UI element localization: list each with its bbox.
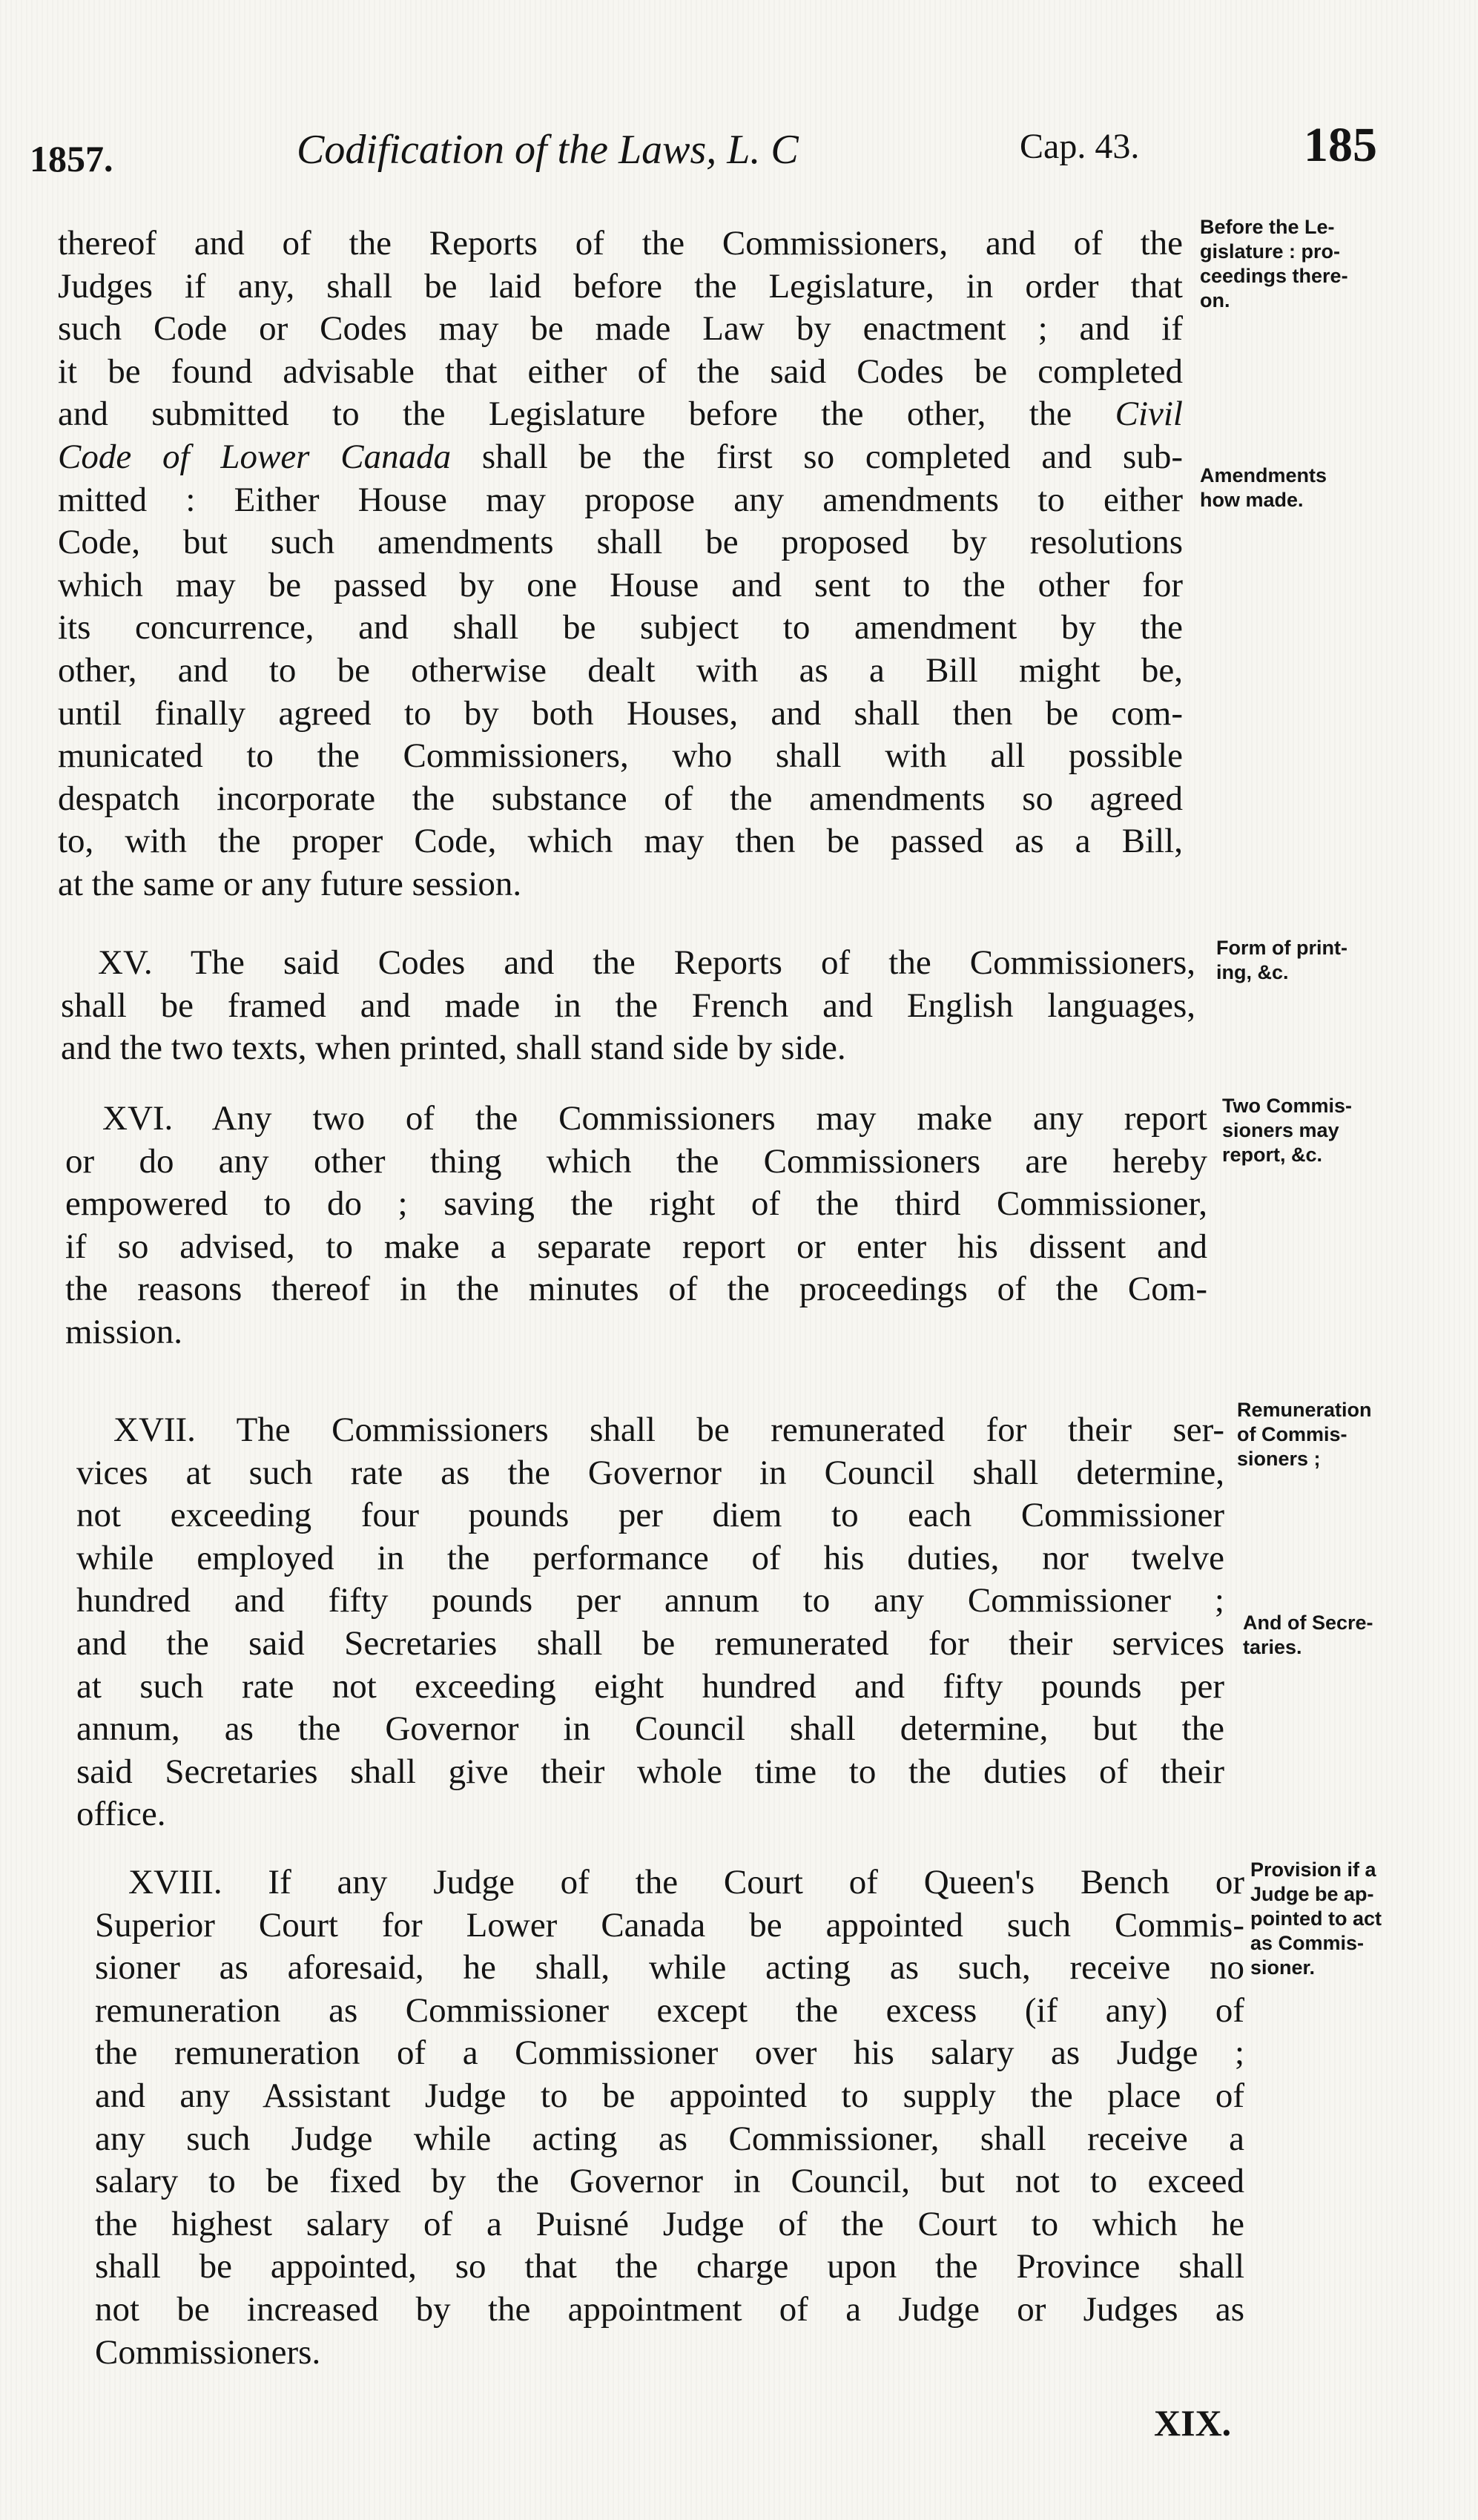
margin-note-secretaries: [1243, 1611, 1478, 1660]
italic-phrase: Code of Lower Canada: [58, 437, 452, 476]
catchword: XIX.: [1154, 2402, 1232, 2444]
margin-note-line: sioners ;: [1237, 1448, 1321, 1470]
text-line: Code of Lower Canada shall be the first so completed and sub-: [58, 437, 1183, 476]
section-numeral: XVII.: [113, 1411, 196, 1449]
page-number: 185: [1304, 118, 1377, 172]
text-line: and the two texts, when printed, shall stand side by side.: [61, 1029, 846, 1068]
text-line: at such rate not exceeding eight hundred and fifty pounds per: [76, 1666, 1224, 1706]
text-line: empowered to do ; saving the right of the third Commissioner,: [65, 1184, 1207, 1224]
text-line: [76, 1409, 1224, 1452]
intro-paragraph: [58, 222, 1183, 906]
text-line: at the same or any future session.: [58, 864, 522, 903]
text-line: [61, 942, 1195, 985]
text-line: any such Judge while acting as Commissioner, shall receive a: [95, 2119, 1244, 2158]
margin-note-line: sioners may: [1222, 1119, 1339, 1141]
section-xvi: [65, 1098, 1207, 1354]
section-text: Any two of the Commissioners may make any report: [211, 1099, 1207, 1138]
section-numeral: XVI.: [102, 1099, 174, 1138]
text-line: its concurrence, and shall be subject to amendment by the: [58, 608, 1183, 647]
margin-note-line: of Commis-: [1237, 1423, 1347, 1445]
text-line: if so advised, to make a separate report or enter his dissent and: [65, 1227, 1207, 1266]
margin-note-line: Provision if a: [1250, 1858, 1376, 1881]
text-line: Judges if any, shall be laid before the Legislature, in order that: [58, 266, 1183, 306]
margin-note-line: how made.: [1200, 489, 1304, 511]
text-line: despatch incorporate the substance of the amendments so agreed: [58, 779, 1183, 818]
text-line: municated to the Commissioners, who shall with all possible: [58, 736, 1183, 776]
text-line: and the said Secretaries shall be remunerated for their services: [76, 1623, 1224, 1663]
chapter-number: Cap. 43.: [1020, 127, 1140, 166]
text-line: Superior Court for Lower Canada be appointed such Commis-: [95, 1905, 1244, 1945]
text-line: sioner as aforesaid, he shall, while acting as such, receive no: [95, 1948, 1244, 1988]
text-line: mitted : Either House may propose any amendments to either: [58, 480, 1183, 519]
text-line: not exceeding four pounds per diem to each Commissioner: [76, 1496, 1224, 1535]
text-line: said Secretaries shall give their whole time to the duties of their: [76, 1752, 1224, 1791]
text-line: not be increased by the appointment of a Judge or Judges as: [95, 2289, 1244, 2329]
running-title: Codification of the Laws, L. C: [297, 127, 799, 173]
text-line: mission.: [65, 1312, 183, 1351]
text-line: and submitted to the Legislature before the other, the Civil: [58, 395, 1183, 434]
margin-note-legislature: [1200, 215, 1445, 313]
text-line: while employed in the performance of his duties, nor twelve: [76, 1538, 1224, 1577]
margin-note-line: pointed to act: [1250, 1907, 1382, 1930]
italic-phrase: Civil: [1115, 395, 1183, 434]
text-line: vices at such rate as the Governor in Council shall determine,: [76, 1453, 1224, 1492]
page-year: 1857.: [30, 138, 113, 179]
margin-note-two-commissioners: [1222, 1094, 1467, 1167]
section-numeral: XV.: [98, 943, 153, 982]
text-line: [95, 1861, 1244, 1904]
section-text: If any Judge of the Court of Queen's Bench or: [268, 1863, 1245, 1901]
margin-note-line: ceedings there-: [1200, 265, 1348, 287]
section-xviii: [95, 1861, 1244, 2374]
text-line: remuneration as Commissioner except the excess (if any) of: [95, 1990, 1244, 2030]
text-line: to, with the proper Code, which may then be passed as a Bill,: [58, 822, 1183, 861]
section-text: The said Codes and the Reports of the Commissioners,: [190, 943, 1195, 982]
margin-note-line: Amendments: [1200, 464, 1327, 486]
margin-note-judge-provision: [1250, 1858, 1478, 1980]
text-line: and any Assistant Judge to be appointed to supply the place of: [95, 2076, 1244, 2115]
margin-note-line: as Commis-: [1250, 1932, 1365, 1954]
text-line: such Code or Codes may be made Law by enactment ; and if: [58, 309, 1183, 349]
text-line: the remuneration of a Commissioner over his salary as Judge ;: [95, 2034, 1244, 2073]
margin-note-line: Remuneration: [1237, 1399, 1372, 1421]
text-line: shall be appointed, so that the charge upon the Province shall: [95, 2247, 1244, 2286]
margin-note-line: Judge be ap-: [1250, 1883, 1374, 1905]
margin-note-line: Before the Le-: [1200, 216, 1335, 238]
text-line: [65, 1098, 1207, 1141]
text-line: Commissioners.: [95, 2332, 321, 2372]
margin-note-line: And of Secre-: [1243, 1612, 1373, 1634]
text-line: which may be passed by one House and sent to the other for: [58, 565, 1183, 604]
text-line: hundred and fifty pounds per annum to any Commissioner ;: [76, 1581, 1224, 1620]
text-line: salary to be fixed by the Governor in Council, but not to exceed: [95, 2162, 1244, 2201]
margin-note-line: Two Commis-: [1222, 1095, 1352, 1117]
text-line: other, and to be otherwise dealt with as a Bill might be,: [58, 650, 1183, 690]
text-line: it be found advisable that either of the said Codes be completed: [58, 352, 1183, 391]
margin-note-printing: [1216, 936, 1461, 985]
text-line: until finally agreed to by both Houses, and shall then be com-: [58, 693, 1183, 733]
text-line: the highest salary of a Puisné Judge of the Court to which he: [95, 2204, 1244, 2243]
text-line: thereof and of the Reports of the Commissioners, and of the: [58, 224, 1183, 263]
text-line: shall be framed and made in the French and English languages,: [61, 986, 1195, 1025]
text-line: annum, as the Governor in Council shall determine, but the: [76, 1709, 1224, 1749]
text-line: or do any other thing which the Commissioners are hereby: [65, 1141, 1207, 1181]
section-numeral: XVIII.: [128, 1863, 222, 1901]
section-xvii: [76, 1409, 1224, 1836]
text-line: Code, but such amendments shall be proposed by resolutions: [58, 523, 1183, 562]
margin-note-line: report, &c.: [1222, 1144, 1323, 1166]
margin-note-line: on.: [1200, 289, 1230, 311]
section-text: The Commissioners shall be remunerated for their ser-: [236, 1411, 1224, 1449]
text-line: the reasons thereof in the minutes of the proceedings of the Com-: [65, 1270, 1207, 1309]
margin-note-line: Form of print-: [1216, 937, 1347, 959]
margin-note-line: gislature : pro-: [1200, 240, 1341, 263]
margin-note-line: ing, &c.: [1216, 961, 1289, 983]
section-xv: [61, 942, 1195, 1070]
margin-note-remuneration: [1237, 1398, 1478, 1471]
margin-note-amendments: [1200, 464, 1445, 512]
margin-note-line: sioner.: [1250, 1956, 1316, 1979]
margin-note-line: taries.: [1243, 1636, 1302, 1658]
text-line: office.: [76, 1795, 166, 1834]
